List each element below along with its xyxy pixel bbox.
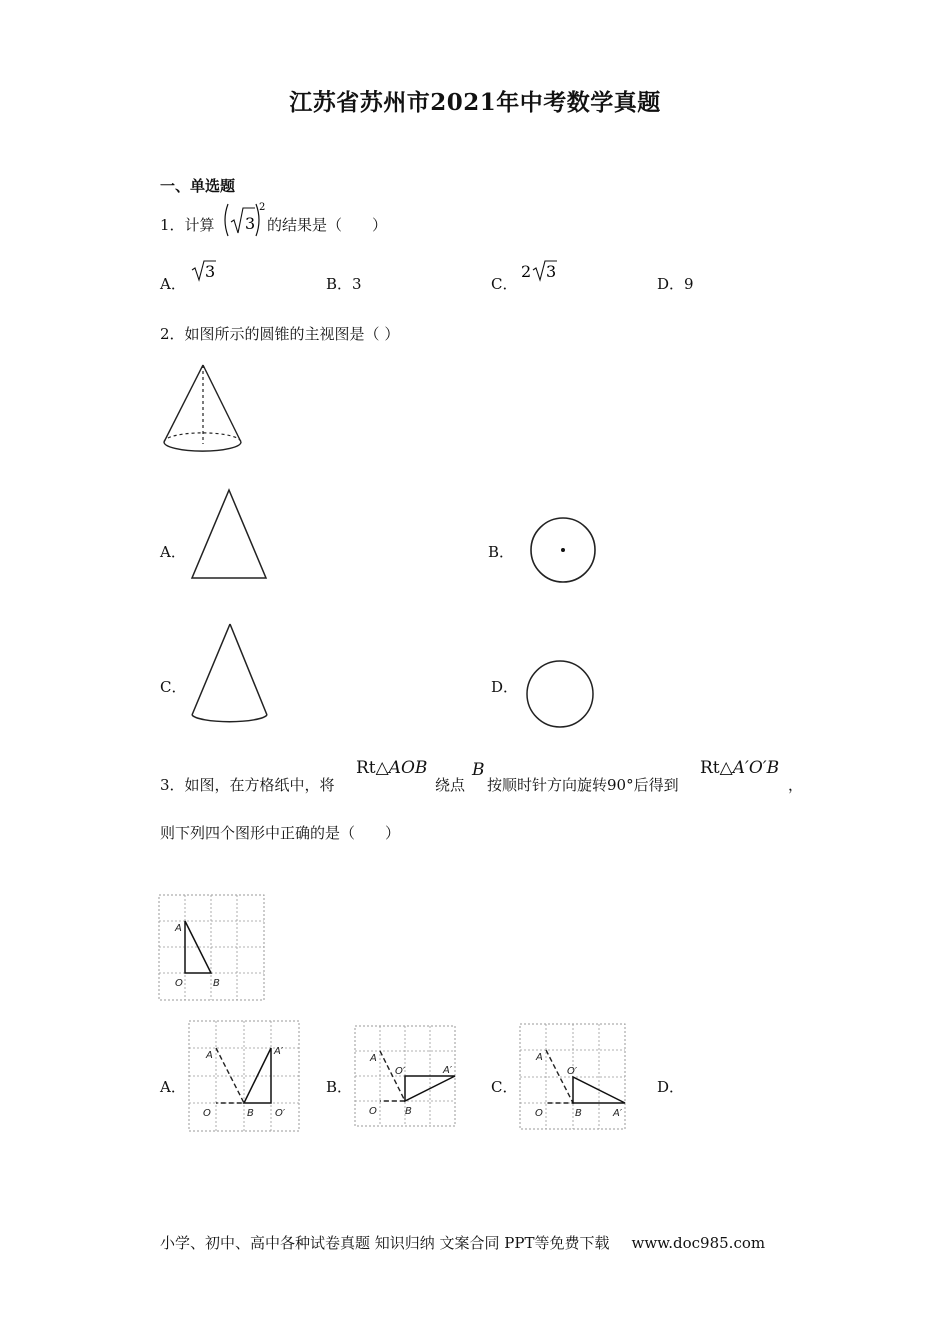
q2-stem: 2．如图所示的圆锥的主视图是（ ） [160, 325, 400, 343]
q2-option-d-label: D． [491, 678, 519, 696]
svg-text:O: O [203, 1108, 211, 1119]
q1-option-d: D．9 [657, 275, 694, 293]
q3-rt-aob-prime: Rt△A′O′B [700, 758, 780, 778]
q1-stem-before: 1．计算 [160, 216, 215, 234]
q2-cone-figure [160, 360, 245, 465]
footer-url[interactable]: www.doc985.com [631, 1234, 766, 1252]
svg-text:O: O [535, 1108, 543, 1119]
q1-option-a-value [190, 258, 218, 284]
q1-expression [222, 202, 266, 240]
svg-text:B: B [405, 1106, 412, 1117]
q2-option-a-label: A． [160, 543, 186, 561]
q3-rt-aob: Rt△AOB [356, 758, 428, 778]
q3-option-a-grid [189, 1021, 301, 1133]
svg-text:A′: A′ [274, 1046, 284, 1057]
q2-option-d-circle [525, 658, 597, 730]
section-heading: 一、单选题 [160, 177, 236, 195]
q3-option-c-label: C． [491, 1078, 518, 1096]
svg-text:A: A [175, 923, 182, 934]
page-footer [160, 1232, 765, 1253]
svg-text:B: B [575, 1108, 582, 1119]
q3-point-b: B [472, 760, 485, 780]
svg-text:A′: A′ [443, 1065, 453, 1076]
q2-option-c-cone-view [188, 621, 272, 729]
q1-stem-after: 的结果是（ ） [267, 216, 388, 234]
q3-option-a-label: A． [160, 1078, 186, 1096]
q2-option-b-label: B． [488, 543, 515, 561]
q1-exponent: 2 [259, 202, 266, 213]
q2-option-c-label: C． [160, 678, 187, 696]
svg-text:A: A [370, 1053, 377, 1064]
svg-text:O′: O′ [395, 1066, 406, 1077]
q3-line2: 则下列四个图形中正确的是（ ） [160, 824, 401, 842]
svg-text:A: A [536, 1052, 543, 1063]
svg-text:O: O [175, 978, 183, 989]
svg-text:A: A [206, 1050, 213, 1061]
svg-text:A′: A′ [613, 1108, 623, 1119]
q3-part3: 按顺时针方向旋转90°后得到 [487, 776, 679, 794]
q1-option-c-value [520, 258, 560, 284]
q1-option-c-letter: C． [491, 275, 518, 293]
q3-reference-grid [159, 895, 267, 1003]
q3-part4: ， [788, 776, 804, 794]
q2-option-a-triangle [190, 488, 270, 582]
q3-option-d-label: D． [657, 1078, 685, 1096]
svg-text:3: 3 [205, 262, 216, 281]
svg-text:3: 3 [546, 262, 557, 281]
svg-text:2: 2 [521, 262, 532, 281]
svg-text:B: B [247, 1108, 254, 1119]
svg-text:O: O [369, 1106, 377, 1117]
q3-option-b-label: B． [326, 1078, 353, 1096]
svg-text:O′: O′ [567, 1066, 578, 1077]
footer-text: 小学、初中、高中各种试卷真题 知识归纳 文案合同 PPT等免费下载 [160, 1234, 610, 1252]
q3-option-b-grid [355, 1026, 459, 1130]
q1-option-b: B．3 [326, 275, 362, 293]
page-title: 江苏省苏州市2021年中考数学真题 [289, 89, 661, 116]
q2-option-b-circle [530, 516, 598, 584]
q3-part2: 绕点 [435, 776, 466, 794]
q1-option-a-letter: A． [160, 275, 186, 293]
svg-text:B: B [213, 978, 220, 989]
q1-radicand: 3 [245, 214, 256, 233]
q3-option-c-grid [520, 1024, 628, 1132]
q3-part1: 3．如图，在方格纸中，将 [160, 776, 335, 794]
svg-text:O′: O′ [275, 1108, 286, 1119]
